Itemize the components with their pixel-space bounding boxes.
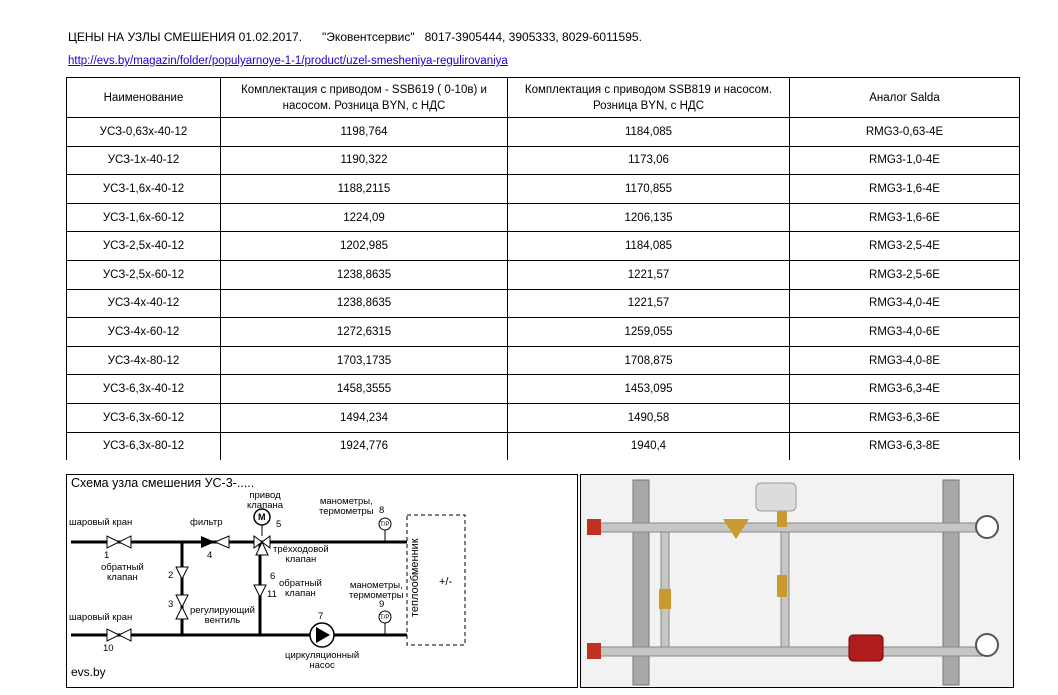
number-4: 4 bbox=[207, 550, 213, 561]
cell-name: УСЗ-6,3х-80-12 bbox=[67, 432, 221, 460]
document-header bbox=[68, 30, 642, 44]
price-table bbox=[66, 77, 1020, 460]
cell-salda-analog: RMG3-6,3-8E bbox=[790, 432, 1020, 460]
number-8: 8 bbox=[379, 505, 385, 516]
cell-name: УСЗ-0,63х-40-12 bbox=[67, 118, 221, 147]
table-row bbox=[67, 146, 1020, 175]
table-row bbox=[67, 260, 1020, 289]
table-row bbox=[67, 232, 1020, 261]
column-header-ssb819: Комплектация с приводом SSB819 и насосом. Розница BYN, с НДС bbox=[508, 78, 790, 118]
mixing-unit-photo-illustration bbox=[581, 475, 1013, 687]
table-row bbox=[67, 289, 1020, 318]
cell-ssb619-price: 1703,1735 bbox=[221, 346, 508, 375]
label-pump: циркуляционный насос bbox=[285, 650, 360, 671]
number-9: 9 bbox=[379, 599, 385, 610]
label-gauges-top: манометры, термометры bbox=[319, 496, 374, 517]
table-row bbox=[67, 403, 1020, 432]
number-10: 10 bbox=[103, 643, 114, 654]
cell-name: УСЗ-6,3х-60-12 bbox=[67, 403, 221, 432]
cell-ssb819-price: 1184,085 bbox=[508, 118, 790, 147]
label-regulating: регулирующий вентиль bbox=[190, 605, 255, 626]
label-check-valve: обратный клапан bbox=[101, 562, 144, 583]
cell-ssb619-price: 1458,3555 bbox=[221, 375, 508, 404]
label-check-valve-2: обратный клапан bbox=[279, 578, 322, 599]
cell-ssb819-price: 1453,095 bbox=[508, 375, 790, 404]
cell-ssb619-price: 1238,8635 bbox=[221, 289, 508, 318]
label-plus-minus: +/- bbox=[439, 576, 453, 588]
cell-salda-analog: RMG3-1,0-4E bbox=[790, 146, 1020, 175]
cell-salda-analog: RMG3-1,6-4E bbox=[790, 175, 1020, 204]
product-link[interactable]: http://evs.by/magazin/folder/populyarnoye-1-1/product/uzel-smesheniya-regulirovaniya bbox=[68, 55, 508, 67]
label-motor: M bbox=[258, 512, 266, 522]
cell-name: УСЗ-6,3х-40-12 bbox=[67, 375, 221, 404]
cell-name: УСЗ-4х-60-12 bbox=[67, 318, 221, 347]
cell-ssb619-price: 1224,09 bbox=[221, 203, 508, 232]
label-ball-valve-bottom: шаровый кран bbox=[69, 612, 133, 623]
cell-name: УСЗ-4х-40-12 bbox=[67, 289, 221, 318]
label-tp-top: T/P bbox=[380, 522, 390, 528]
table-row bbox=[67, 203, 1020, 232]
cell-ssb819-price: 1490,58 bbox=[508, 403, 790, 432]
mixing-unit-scheme bbox=[66, 474, 578, 688]
cell-ssb619-price: 1924,776 bbox=[221, 432, 508, 460]
cell-salda-analog: RMG3-6,3-6E bbox=[790, 403, 1020, 432]
column-header-name: Наименование bbox=[67, 78, 221, 118]
table-row bbox=[67, 118, 1020, 147]
label-tp-bottom: T/P bbox=[380, 615, 390, 621]
number-6: 6 bbox=[270, 571, 276, 582]
table-row bbox=[67, 375, 1020, 404]
cell-ssb819-price: 1173,06 bbox=[508, 146, 790, 175]
header-phones: 8017-3905444, 3905333, 8029-6011595. bbox=[424, 30, 642, 44]
cell-salda-analog: RMG3-2,5-4E bbox=[790, 232, 1020, 261]
cell-ssb819-price: 1206,135 bbox=[508, 203, 790, 232]
cell-salda-analog: RMG3-4,0-6E bbox=[790, 318, 1020, 347]
label-three-way: трёхходовой клапан bbox=[273, 544, 329, 565]
number-3: 3 bbox=[168, 599, 174, 610]
number-11: 11 bbox=[267, 589, 277, 600]
table-row bbox=[67, 432, 1020, 460]
cell-salda-analog: RMG3-1,6-6E bbox=[790, 203, 1020, 232]
cell-name: УСЗ-1,6х-60-12 bbox=[67, 203, 221, 232]
table-header-row bbox=[67, 78, 1020, 118]
label-filter: фильтр bbox=[190, 517, 223, 528]
scheme-title: Схема узла смешения УС-3-..... bbox=[71, 476, 255, 490]
header-company: "Эковентсервис" bbox=[322, 30, 415, 44]
cell-ssb619-price: 1188,2115 bbox=[221, 175, 508, 204]
label-ball-valve-top: шаровый кран bbox=[69, 517, 133, 528]
table-row bbox=[67, 318, 1020, 347]
cell-name: УСЗ-1,6х-40-12 bbox=[67, 175, 221, 204]
cell-ssb619-price: 1272,6315 bbox=[221, 318, 508, 347]
number-1: 1 bbox=[104, 550, 110, 561]
column-header-ssb619: Комплектация с приводом - SSB619 ( 0-10в) и насосом. Розница BYN, с НДС bbox=[221, 78, 508, 118]
label-actuator: привод клапана bbox=[247, 490, 284, 511]
label-heat-exchanger: теплообменник bbox=[409, 538, 421, 617]
number-5: 5 bbox=[276, 519, 282, 530]
cell-ssb619-price: 1238,8635 bbox=[221, 260, 508, 289]
cell-ssb619-price: 1494,234 bbox=[221, 403, 508, 432]
cell-name: УСЗ-2,5х-40-12 bbox=[67, 232, 221, 261]
label-gauges-bottom: манометры, термометры bbox=[349, 580, 404, 601]
number-7: 7 bbox=[318, 611, 324, 622]
cell-name: УСЗ-1х-40-12 bbox=[67, 146, 221, 175]
number-2: 2 bbox=[168, 570, 174, 581]
product-photo bbox=[580, 474, 1014, 688]
cell-salda-analog: RMG3-6,3-4E bbox=[790, 375, 1020, 404]
cell-salda-analog: RMG3-4,0-8E bbox=[790, 346, 1020, 375]
cell-salda-analog: RMG3-2,5-6E bbox=[790, 260, 1020, 289]
table-row bbox=[67, 175, 1020, 204]
cell-ssb619-price: 1202,985 bbox=[221, 232, 508, 261]
cell-salda-analog: RMG3-0,63-4E bbox=[790, 118, 1020, 147]
cell-ssb819-price: 1184,085 bbox=[508, 232, 790, 261]
cell-ssb819-price: 1221,57 bbox=[508, 260, 790, 289]
column-header-salda: Аналог Salda bbox=[790, 78, 1020, 118]
cell-name: УСЗ-2,5х-60-12 bbox=[67, 260, 221, 289]
cell-ssb619-price: 1190,322 bbox=[221, 146, 508, 175]
header-title: ЦЕНЫ НА УЗЛЫ СМЕШЕНИЯ 01.02.2017. bbox=[68, 30, 303, 44]
label-brand: evs.by bbox=[71, 665, 106, 679]
cell-ssb819-price: 1259,055 bbox=[508, 318, 790, 347]
cell-ssb819-price: 1170,855 bbox=[508, 175, 790, 204]
cell-ssb819-price: 1940,4 bbox=[508, 432, 790, 460]
cell-ssb819-price: 1708,875 bbox=[508, 346, 790, 375]
cell-ssb819-price: 1221,57 bbox=[508, 289, 790, 318]
cell-salda-analog: RMG3-4,0-4E bbox=[790, 289, 1020, 318]
table-row bbox=[67, 346, 1020, 375]
cell-name: УСЗ-4х-80-12 bbox=[67, 346, 221, 375]
cell-ssb619-price: 1198,764 bbox=[221, 118, 508, 147]
